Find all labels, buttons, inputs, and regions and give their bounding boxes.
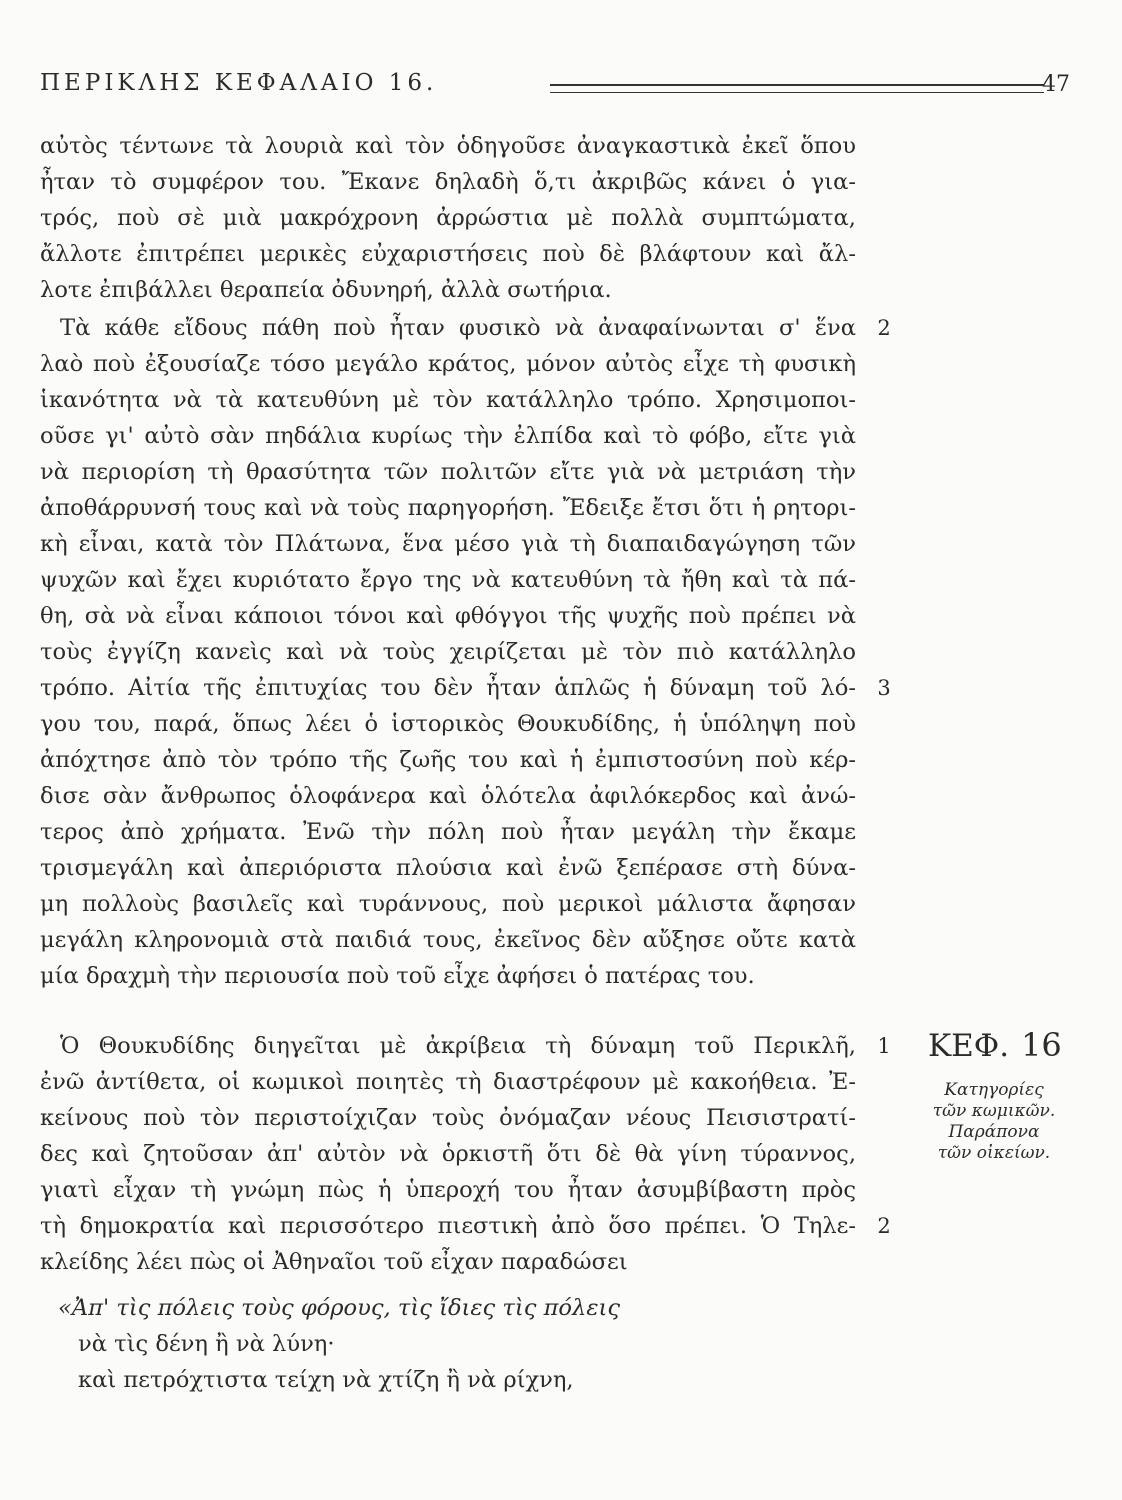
text-line: μεγάλη κληρονομιὰ στὰ παιδιά τους, ἐκεῖνος δὲν αὔξησε οὔτε κατὰ bbox=[40, 927, 856, 953]
margin-number: 2 bbox=[877, 316, 891, 340]
text-line: κείνους ποὺ τὸν περιστοίχιζαν τοὺς ὀνόμαζαν νέους Πεισιστρατί- bbox=[40, 1105, 856, 1131]
margin-number: 3 bbox=[877, 676, 891, 700]
chapter-label: ΚΕΦ. bbox=[928, 1028, 1010, 1064]
chapter-number: 16 bbox=[1021, 1026, 1062, 1064]
text-line: δισε σὰν ἄνθρωπος ὁλοφάνερα καὶ ὁλότελα ἀφιλόκερδος καὶ ἀνώ- bbox=[40, 783, 856, 809]
text-line: τρισμεγάλη καὶ ἀπεριόριστα πλούσια καὶ ἐνῶ ξεπέρασε στὴ δύνα- bbox=[40, 855, 856, 881]
text-line: τερος ἀπὸ χρήματα. Ἐνῶ τὴν πόλη ποὺ ἦταν μεγάλη τὴν ἔκαμε bbox=[40, 819, 856, 845]
margin-number: 1 bbox=[877, 1034, 891, 1058]
text-line: μη πολλοὺς βασιλεῖς καὶ τυράννους, ποὺ μερικοὶ μάλιστα ἄφησαν bbox=[40, 891, 856, 917]
verse-line: «Ἀπ' τὶς πόλεις τοὺς φόρους, τὶς ἴδιες τὶς πόλεις bbox=[58, 1295, 620, 1321]
text-line: τοὺς ἐγγίζη κανεὶς καὶ νὰ τοὺς χειρίζεται μὲ τὸν πιὸ κατάλληλο bbox=[40, 639, 856, 665]
text-line: οῦσε γι' αὐτὸ σὰν πηδάλια κυρίως τὴν ἐλπίδα καὶ τὸ φόβο, εἴτε γιὰ bbox=[40, 423, 856, 449]
text-line: ψυχῶν καὶ ἔχει κυριότατο ἔργο της νὰ κατευθύνη τὰ ἤθη καὶ τὰ πά- bbox=[40, 567, 856, 593]
text-line: τρός, ποὺ σὲ μιὰ μακρόχρονη ἀρρώστια μὲ πολλὰ συμπτώματα, bbox=[40, 205, 856, 231]
text-line: κὴ εἶναι, κατὰ τὸν Πλάτωνα, ἕνα μέσο γιὰ τὴ διαπαιδαγώγηση τῶν bbox=[40, 531, 856, 557]
margin-number: 2 bbox=[877, 1214, 891, 1238]
text-line: ἀποθάρρυνσή τους καὶ νὰ τοὺς παρηγορήση. Ἔδειξε ἔτσι ὅτι ἡ ρητορι- bbox=[40, 495, 856, 521]
text-line: θη, σὰ νὰ εἶναι κάποιοι τόνοι καὶ φθόγγοι τῆς ψυχῆς ποὺ πρέπει νὰ bbox=[40, 603, 856, 629]
text-line: ἱκανότητα νὰ τὰ κατευθύνη μὲ τὸν κατάλληλο τρόπο. Χρησιμοποι- bbox=[40, 387, 856, 413]
text-line: αὐτὸς τέντωνε τὰ λουριὰ καὶ τὸν ὁδηγοῦσε ἀναγκαστικὰ ἐκεῖ ὅπου bbox=[40, 133, 856, 159]
verse-line: καὶ πετρόχτιστα τείχη νὰ χτίζη ἢ νὰ ρίχνη, bbox=[78, 1367, 574, 1393]
chapter-heading bbox=[928, 1026, 1062, 1064]
text-line: γου του, παρά, ὅπως λέει ὁ ἱστορικὸς Θουκυδίδης, ἡ ὑπόληψη ποὺ bbox=[40, 711, 856, 737]
text-line: λαὸ ποὺ ἐξουσίαζε τόσο μεγάλο κράτος, μόνον αὐτὸς εἶχε τὴ φυσικὴ bbox=[40, 351, 856, 377]
summary-line: τῶν οἰκείων. bbox=[937, 1143, 1051, 1163]
summary-line: τῶν κωμικῶν. bbox=[932, 1101, 1056, 1121]
text-line: γιατὶ εἶχαν τὴ γνώμη πὼς ἡ ὑπεροχή του ἦταν ἀσυμβίβαστη πρὸς bbox=[40, 1177, 856, 1203]
text-line: Ὁ Θουκυδίδης διηγεῖται μὲ ἀκρίβεια τὴ δύναμη τοῦ Περικλῆ, bbox=[60, 1033, 856, 1059]
running-title: ΠΕΡΙΚΛΗΣ ΚΕΦΑΛΑΙΟ 16. bbox=[40, 70, 438, 96]
text-line: ἄλλοτε ἐπιτρέπει μερικὲς εὐχαριστήσεις ποὺ δὲ βλάφτουν καὶ ἄλ- bbox=[40, 241, 856, 267]
text-line: ἐνῶ ἀντίθετα, οἱ κωμικοὶ ποιητὲς τὴ διαστρέφουν μὲ κακοήθεια. Ἐ- bbox=[40, 1069, 856, 1095]
header-rule bbox=[550, 84, 1044, 93]
text-line: κλείδης λέει πὼς οἱ Ἀθηναῖοι τοῦ εἶχαν παραδώσει bbox=[40, 1249, 628, 1275]
text-line: μία δραχμὴ τὴν περιουσία ποὺ τοῦ εἶχε ἀφήσει ὁ πατέρας του. bbox=[40, 963, 755, 989]
text-line: λοτε ἐπιβάλλει θεραπεία ὀδυνηρή, ἀλλὰ σωτήρια. bbox=[40, 277, 612, 303]
page-number: 47 bbox=[1042, 72, 1070, 97]
text-line: τὴ δημοκρατία καὶ περισσότερο πιεστικὴ ἀπὸ ὅσο πρέπει. Ὁ Τηλε- bbox=[40, 1213, 856, 1239]
text-line: δες καὶ ζητοῦσαν ἀπ' αὐτὸν νὰ ὁρκιστῆ ὅτι δὲ θὰ γίνη τύραννος, bbox=[40, 1141, 856, 1167]
text-line: τρόπο. Αἰτία τῆς ἐπιτυχίας του δὲν ἦταν ἁπλῶς ἡ δύναμη τοῦ λό- bbox=[40, 675, 856, 701]
chapter-summary bbox=[922, 1080, 1066, 1164]
text-line: Τὰ κάθε εἴδους πάθη ποὺ ἦταν φυσικὸ νὰ ἀναφαίνωνται σ' ἕνα bbox=[60, 315, 856, 341]
verse-line: νὰ τὶς δένη ἢ νὰ λύνη· bbox=[78, 1331, 335, 1357]
summary-line: Παράπονα bbox=[948, 1122, 1040, 1142]
page-header bbox=[40, 70, 1070, 110]
text-line: ἀπόχτησε ἀπὸ τὸν τρόπο τῆς ζωῆς του καὶ ἡ ἐμπιστοσύνη ποὺ κέρ- bbox=[40, 747, 856, 773]
text-line: ἦταν τὸ συμφέρον του. Ἔκανε δηλαδὴ ὅ,τι ἀκριβῶς κάνει ὁ για- bbox=[40, 169, 856, 195]
summary-line: Κατηγορίες bbox=[944, 1080, 1044, 1100]
text-line: νὰ περιορίση τὴ θρασύτητα τῶν πολιτῶν εἴτε γιὰ νὰ μετριάση τὴν bbox=[40, 459, 856, 485]
